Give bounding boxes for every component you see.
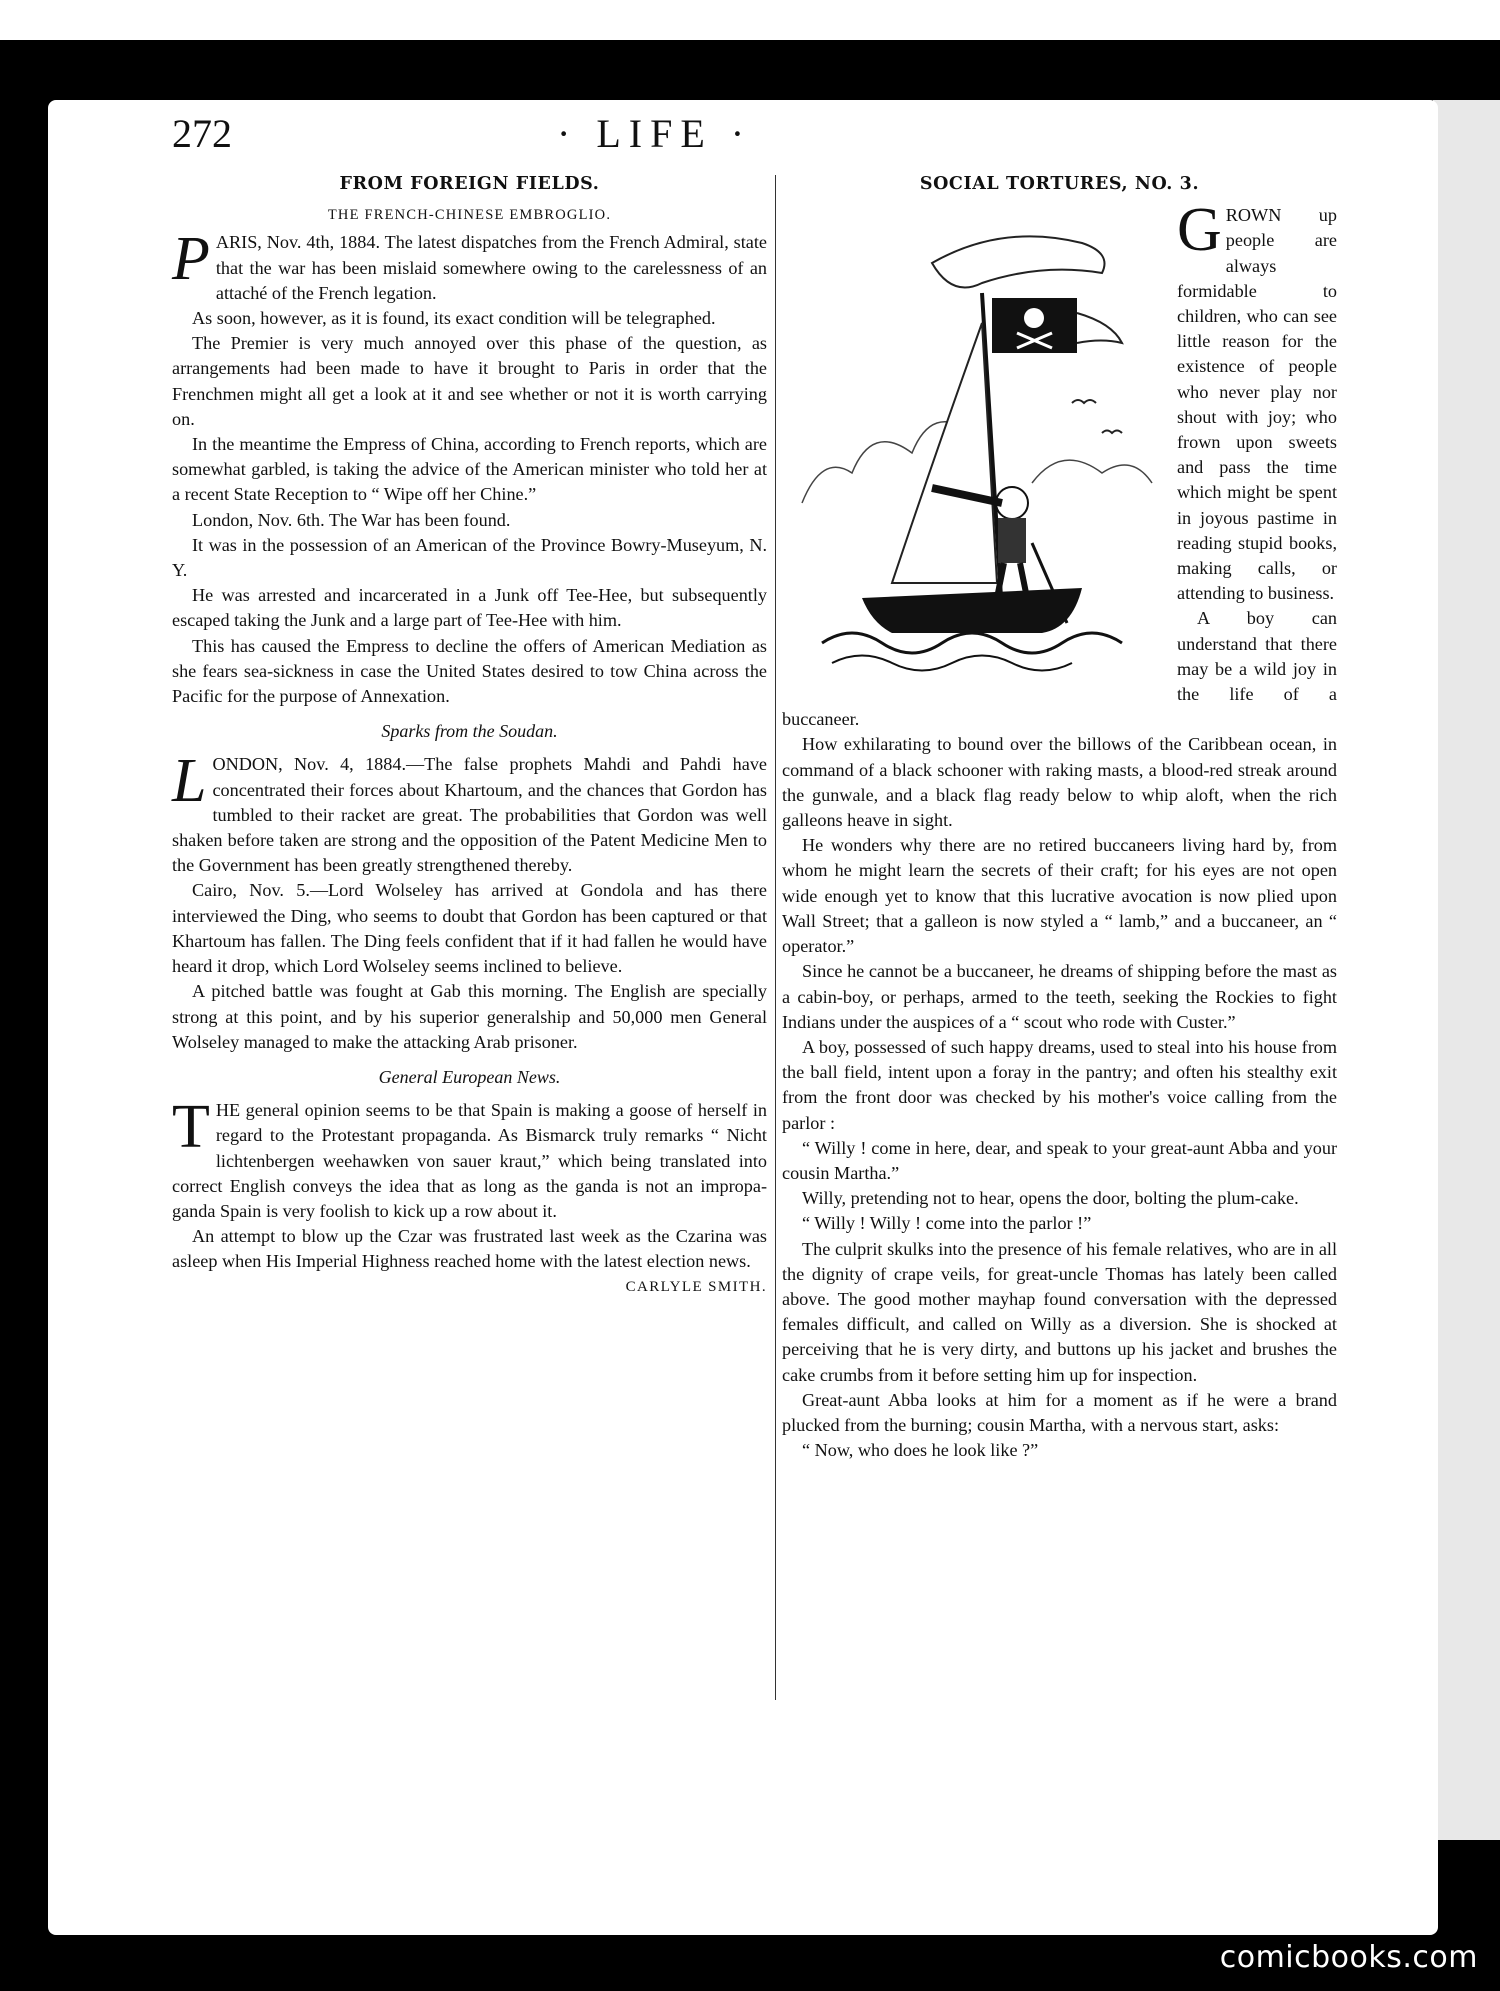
paragraph: He was arrested and incarcerated in a Junk off Tee-Hee, but subsequently escaped taking the Junk and a large part of Tee-Hee with him. xyxy=(172,585,767,631)
paragraph: As soon, however, as it is found, its exact condition will be telegraphed. xyxy=(192,308,716,329)
right-column xyxy=(782,172,1337,1463)
page-header xyxy=(172,110,1332,170)
paragraph: This has caused the Empress to decline the offers of American Mediation as she fears sea-sickness in case the United States desired to tow China across the Pacific for the purpose of Annexation. xyxy=(172,635,767,707)
drop-cap: T xyxy=(172,1093,210,1162)
left-column xyxy=(172,172,767,1300)
paragraph: Since he cannot be a buccaneer, he dreams of shipping before the mast as a cabin-boy, or perhaps, armed to the teeth, seeking the Rockies to fight Indians under the auspices of a “ scout who rode with Custer.” xyxy=(782,961,1337,1032)
paragraph: PARIS, Nov. 4th, 1884. The latest dispatches from the French Admiral, state that the war has been mislaid somewhere owing to the carelessness of an attaché of the French legation. xyxy=(172,225,767,303)
paragraph: An attempt to blow up the Czar was frustrated last week as the Czarina was asleep when His Imperial Highness reached home with the latest election news. xyxy=(172,1226,767,1272)
paragraph: A boy can understand that there may be a wild joy in the life of a buccaneer. xyxy=(782,608,1337,730)
paragraph: “ Now, who does he look like ?” xyxy=(802,1440,1039,1461)
next-page-edge xyxy=(1430,100,1500,1840)
paragraph: THE general opinion seems to be that Spain is making a goose of herself in regard to the Protestant propaganda. As Bismarck truly remarks “ Nicht lichtenbergen weehawken von sauer kraut,” which being translated into correct English conveys the idea that as long as the ganda is not an impropa-ganda Spain is very foolish to kick up a row about it. xyxy=(172,1093,767,1221)
section-heading: Sparks from the Soudan. xyxy=(381,721,558,742)
paragraph: It was in the possession of an American of the Province Bowry-Museyum, N. Y. xyxy=(172,534,767,581)
pirate-boy-illustration xyxy=(782,203,1167,693)
drop-cap: P xyxy=(172,225,210,294)
paragraph: A pitched battle was fought at Gab this morning. The English are specially strong at this point, and by his superior generalship and 50,000 men General Wolseley managed to make the attacking Arab prisoner. xyxy=(172,981,767,1052)
watermark: comicbooks.com xyxy=(1219,1940,1478,1975)
column-rule xyxy=(775,175,776,1700)
author-signature: CARLYLE SMITH. xyxy=(625,1278,767,1295)
page-number: 272 xyxy=(172,111,232,156)
paragraph: In the meantime the Empress of China, according to French reports, which are somewhat garbled, is taking the advice of the American minister who told her at a recent State Reception to “ Wipe off her Chine.” xyxy=(172,434,767,505)
paragraph: Willy, pretending not to hear, opens the door, bolting the plum-cake. xyxy=(802,1188,1299,1209)
paragraph: A boy, possessed of such happy dreams, used to steal into his house from the ball field, intent upon a foray in the pantry; and often his stealthy exit from the front door was checked by his mother's voice calling from the parlor : xyxy=(782,1036,1337,1133)
paragraph: The culprit skulks into the presence of his female relatives, who are in all the dignity of crape veils, for great-uncle Thomas has lately been called above. The good mother mayhap found conversation with the depressed females difficult, and called on Willy as a diversion. She is shocked at perceiving that he is very dirty, and buttons up his jacket and brushes the cake crumbs from it before setting him up for inspection. xyxy=(782,1238,1337,1385)
paragraph: Cairo, Nov. 5.—Lord Wolseley has arrived at Gondola and has there interviewed the Ding, who seems to doubt that Gordon has been captured or that Khartoum has fallen. The Ding feels confident that if it had fallen he would have heard it drop, which Lord Wolseley seems inclined to believe. xyxy=(172,880,767,977)
previous-page-edge xyxy=(0,0,1500,40)
drop-cap: G xyxy=(1177,196,1222,265)
masthead: · LIFE · xyxy=(557,111,753,156)
paragraph: He wonders why there are no retired buccaneers living hard by, from whom he might learn the secrets of their craft; for his eyes are not open wide enough yet to know that this lucrative avocation is now plied upon Wall Street; that a galleon is now styled a “ lamb,” and a buccaneer, an “ operator.” xyxy=(782,835,1337,957)
drop-cap: L xyxy=(172,747,207,816)
section-heading: General European News. xyxy=(378,1066,561,1087)
paragraph: The Premier is very much annoyed over this phase of the question, as arrangements had been made to have it brought to Paris in order that the Frenchmen might all get a look at it and see whether or not it is worth carrying on. xyxy=(172,333,767,429)
paragraph: How exhilarating to bound over the billows of the Caribbean ocean, in command of a black schooner with raking masts, a blood-red streak around the gunwale, and a black flag ready below to whip aloft, when the rich galleons heave in sight. xyxy=(782,734,1337,831)
article-title: FROM FOREIGN FIELDS. xyxy=(339,174,600,194)
paragraph: GROWN up people are always formidable to children, who can see little reason for the existence of people who never play nor shout with joy; who frown upon sweets and pass the time which might be spent in joyous pastime in reading stupid books, making calls, or attending to business. xyxy=(1177,196,1337,604)
paragraph: Great-aunt Abba looks at him for a moment as if he were a brand plucked from the burning; cousin Martha, with a nervous start, asks: xyxy=(782,1389,1337,1435)
paragraph: “ Willy ! come in here, dear, and speak to your great-aunt Abba and your cousin Martha.” xyxy=(782,1137,1337,1183)
article-title: SOCIAL TORTURES, NO. 3. xyxy=(919,174,1200,194)
paragraph: “ Willy ! Willy ! come into the parlor !” xyxy=(802,1213,1092,1234)
paragraph: London, Nov. 6th. The War has been found. xyxy=(192,509,511,530)
paragraph: LONDON, Nov. 4, 1884.—The false prophets Mahdi and Pahdi have concentrated their forces about Khartoum, and the chances that Gordon has tumbled to their racket are great. The probabilities that Gordon was well shaken before taken are strong and the opposition of the Patent Medicine Men to the Government has been greatly strengthened thereby. xyxy=(172,747,767,876)
article-subtitle: THE FRENCH-CHINESE EMBROGLIO. xyxy=(327,207,612,224)
